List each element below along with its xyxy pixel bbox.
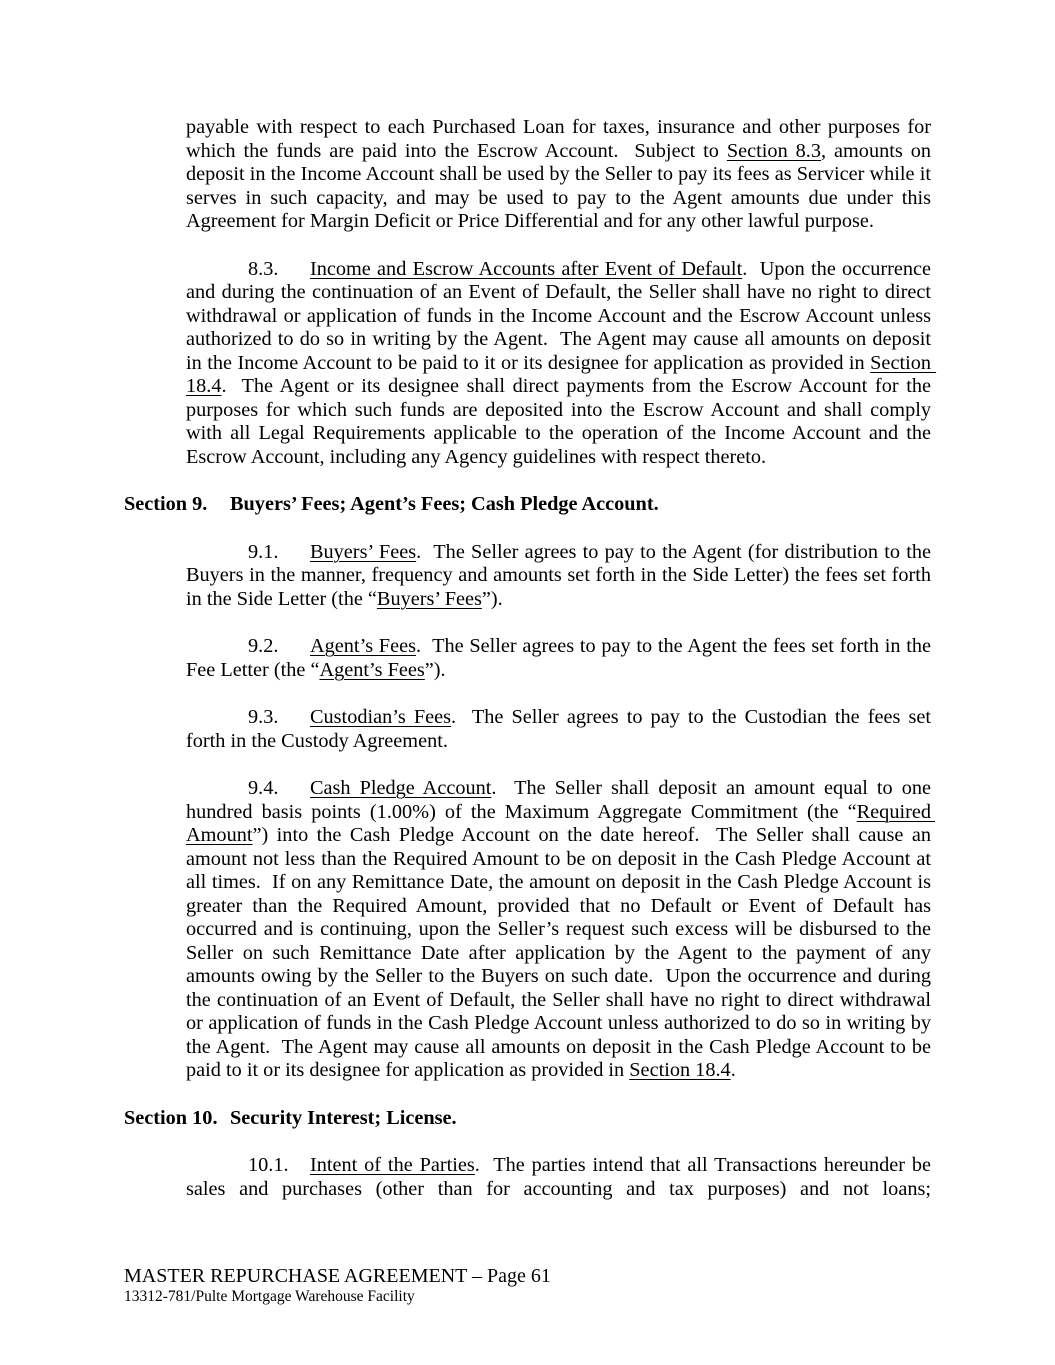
paragraph-text: .	[730, 1059, 736, 1081]
paragraph	[186, 540, 937, 612]
page-footer	[124, 1264, 551, 1306]
paragraph-text: . The Seller agrees to pay to the Custodian the fees set forth in the Custody Agreement.	[186, 706, 937, 752]
underlined-term: Intent of the Parties	[310, 1154, 475, 1176]
section-title: Security Interest; License.	[230, 1106, 457, 1129]
underlined-term: Required Amount	[186, 800, 935, 846]
footer-title: MASTER REPURCHASE AGREEMENT – Page 61	[124, 1265, 551, 1287]
paragraph-text: ”) into the Cash Pledge Account on the date hereof. The Seller shall cause an amount not less than the Required Amount to be on deposit in the Cash Pledge Account at all times. If on any Remittance Date, the amount on deposit in the Cash Pledge Account is greater than the Required Amount, provided that no Default or Event of Default has occurred and is continuing, upon the Seller’s request such excess will be disbursed to the Seller on such Remittance Date after application by the Agent to the payment of any amounts owing by the Seller to the Buyers on such date. Upon the occurrence and during the continuation of an Event of Default, the Seller shall have no right to direct withdrawal or application of funds in the Cash Pledge Account unless authorized to do so in writing by the Agent. The Agent may cause all amounts on deposit in the Cash Pledge Account to be paid to it or its designee for application as provided in	[186, 824, 937, 1081]
underlined-term: Cash Pledge Account	[310, 777, 492, 799]
paragraph-text: payable with respect to each Purchased Loan for taxes, insurance and other purposes for which the funds are paid into the Escrow Account. Subject to	[186, 116, 937, 162]
paragraph	[186, 116, 937, 234]
paragraph-text: . Upon the occurrence and during the continuation of an Event of Default, the Seller shall have no right to direct withdrawal or application of funds in the Income Account and the Escrow Account unless authorized to do so in writing by the Agent. The Agent may cause all amounts on deposit in the Income Account to be paid to it or its designee for application as provided in	[186, 257, 937, 374]
section-number: Section 9.	[124, 493, 208, 515]
paragraph-text: ”).	[424, 658, 446, 681]
paragraph	[186, 777, 937, 1083]
paragraph-number: 9.2.	[248, 635, 279, 657]
paragraph-text: ”).	[481, 587, 503, 610]
underlined-term: Buyers’ Fees	[376, 587, 482, 610]
paragraph-number: 8.3.	[248, 257, 279, 280]
section-title: Buyers’ Fees; Agent’s Fees; Cash Pledge Account.	[230, 493, 659, 515]
section-heading	[124, 493, 931, 517]
underlined-term: Section 18.4	[629, 1059, 731, 1081]
paragraph-text: , amounts on deposit in the Income Account shall be used by the Seller to pay its fees as Servicer while it serves in such capacity, and may be used to pay to the Agent amounts due under this Agreement for Margin Deficit or Price Differential and for any other lawful purpose.	[186, 139, 937, 232]
paragraph-number: 9.1.	[248, 540, 279, 563]
paragraph	[186, 706, 937, 753]
section-number: Section 10.	[124, 1106, 218, 1129]
section-heading	[124, 1107, 931, 1131]
paragraph	[186, 257, 937, 470]
underlined-term: Agent’s Fees	[310, 635, 416, 657]
paragraph-text: . The Seller agrees to pay to the Agent the fees set forth in the Fee Letter (the “	[186, 635, 937, 681]
paragraph-text: . The Seller agrees to pay to the Agent (for distribution to the Buyers in the manner, frequency and amounts set forth in the Side Letter) the fees set forth in the Side Letter (the “	[186, 540, 937, 610]
underlined-term: Income and Escrow Accounts after Event of Default	[310, 257, 743, 280]
paragraph-number: 9.4.	[248, 777, 279, 799]
document-body	[124, 116, 937, 1201]
underlined-term: Custodian’s Fees	[310, 706, 452, 728]
paragraph-text: . The Seller shall deposit an amount equal to one hundred basis points (1.00%) of the Maximum Aggregate Commitment (the “	[186, 777, 937, 823]
paragraph-number: 10.1.	[248, 1154, 289, 1176]
paragraph	[186, 1154, 937, 1201]
paragraph-number: 9.3.	[248, 706, 279, 728]
paragraph-text: . The parties intend that all Transactions hereunder be sales and purchases (other than for accounting and tax purposes) and not loans;	[186, 1154, 937, 1200]
underlined-term: Section 8.3	[726, 139, 822, 162]
underlined-term: Agent’s Fees	[319, 658, 425, 681]
underlined-term: Buyers’ Fees	[310, 540, 417, 563]
footer-docid: 13312-781/Pulte Mortgage Warehouse Facility	[124, 1288, 415, 1305]
underlined-term: Section 18.4	[186, 351, 937, 397]
paragraph-text: . The Agent or its designee shall direct payments from the Escrow Account for the purposes for which such funds are deposited into the Escrow Account and shall comply with all Legal Requirements applicable to the operation of the Income Account and the Escrow Account, including any Agency guidelines with respect thereto.	[186, 375, 937, 468]
paragraph	[186, 635, 937, 682]
